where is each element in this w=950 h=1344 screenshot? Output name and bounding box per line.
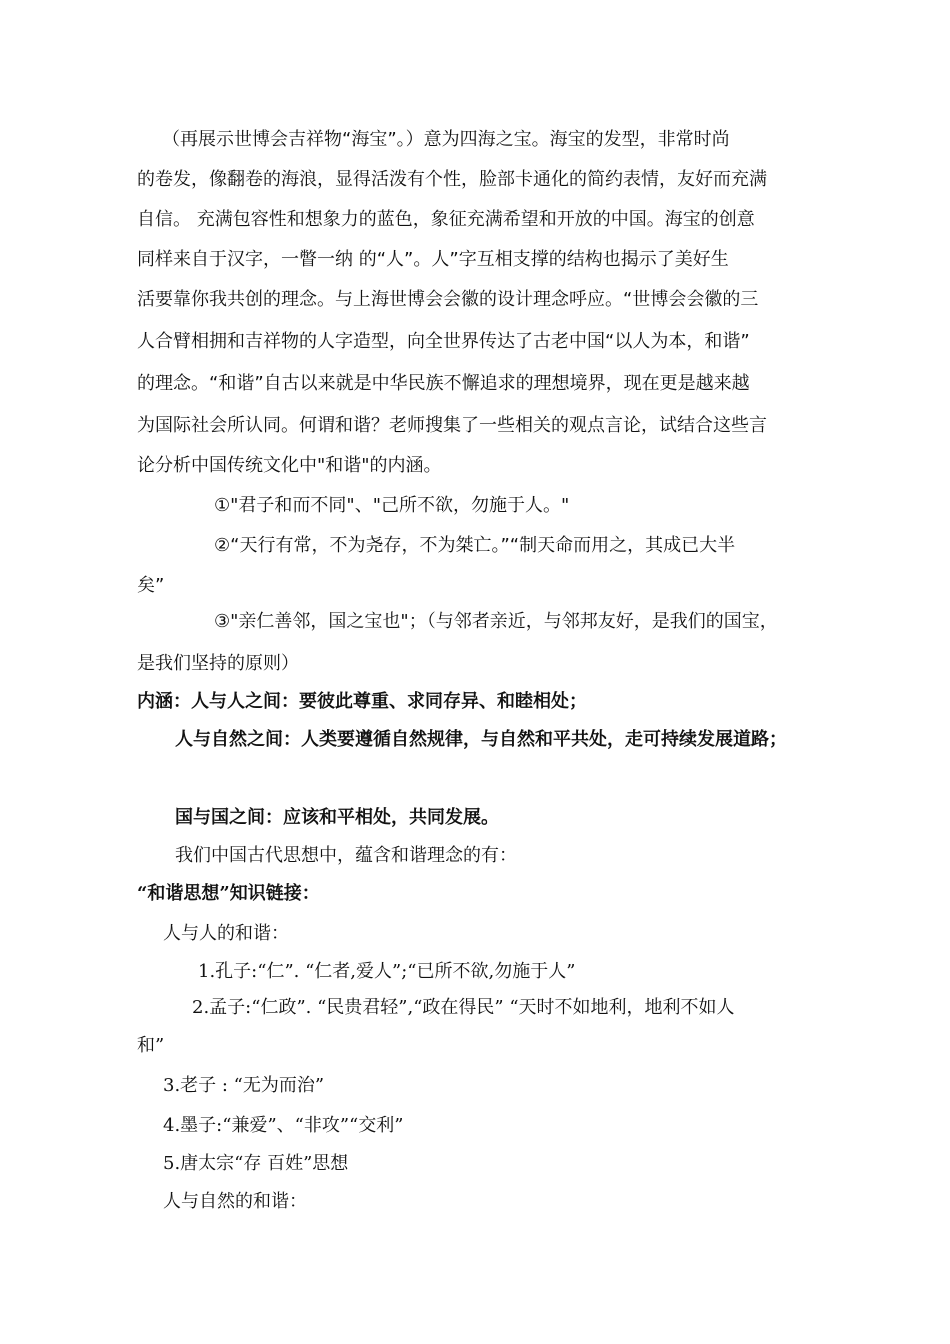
mascot-paragraph-line-5: 活要靠你我共创的理念。与上海世博会会徽的设计理念呼应。“世博会会徽的三 (137, 289, 759, 310)
mencius-item-line-1: 2.孟子:“仁政”. “民贵君轻”,“政在得民” “天时不如地利，地利不如人 (192, 997, 735, 1018)
person-nature-heading: 人与自然的和谐： (163, 1191, 307, 1212)
connotation-person-person: 内涵：人与人之间：要彼此尊重、求同存异、和睦相处； (137, 691, 587, 712)
mascot-paragraph-line-1: （再展示世博会吉祥物“海宝”。）意为四海之宝。海宝的发型，非常时尚 (162, 129, 730, 150)
mascot-paragraph-line-7: 的理念。“和谐”自古以来就是中华民族不懈追求的理想境界，现在更是越来越 (137, 373, 750, 394)
quote-2-line-2: 矣” (137, 575, 165, 596)
mascot-paragraph-line-9: 论分析中国传统文化中"和谐"的内涵。 (137, 455, 442, 476)
mascot-paragraph-line-6: 人合臂相拥和吉祥物的人字造型，向全世界传达了古老中国“以人为本，和谐” (137, 331, 750, 352)
quote-3-line-1: ③"亲仁善邻，国之宝也"；（与邻者亲近，与邻邦友好，是我们的国宝， (214, 611, 778, 632)
quote-3-line-2: 是我们坚持的原则） (137, 653, 299, 674)
tang-taizong-item: 5.唐太宗“存 百姓”思想 (163, 1153, 349, 1174)
mascot-paragraph-line-3: 自信。 充满包容性和想象力的蓝色，象征充满希望和开放的中国。海宝的创意 (137, 209, 755, 230)
mozi-item: 4.墨子:“兼爱”、“非攻”“交利” (163, 1115, 404, 1136)
laozi-item: 3.老子 : “无为而治” (163, 1075, 325, 1096)
ancient-thought-intro: 我们中国古代思想中，蕴含和谐理念的有： (175, 845, 517, 866)
mencius-item-line-2: 和” (137, 1035, 165, 1056)
mascot-paragraph-line-8: 为国际社会所认同。何谓和谐？老师搜集了一些相关的观点言论，试结合这些言 (137, 415, 767, 436)
mascot-paragraph-line-2: 的卷发，像翻卷的海浪，显得活泼有个性，脸部卡通化的简约表情，友好而充满 (137, 169, 767, 190)
confucius-item: 1.孔子:“仁”. “仁者,爱人”;“已所不欲,勿施于人” (198, 961, 576, 982)
quote-2-line-1: ②“天行有常，不为尧存，不为桀亡。”“制天命而用之，其成已大半 (214, 535, 736, 556)
connotation-person-nature: 人与自然之间：人类要遵循自然规律，与自然和平共处，走可持续发展道路； (175, 729, 787, 750)
quote-1: ①"君子和而不同"、"己所不欲，勿施于人。" (214, 495, 570, 516)
connotation-country-country: 国与国之间：应该和平相处，共同发展。 (175, 807, 499, 828)
knowledge-link-title: “和谐思想”知识链接： (137, 883, 320, 904)
person-person-heading: 人与人的和谐： (163, 923, 289, 944)
mascot-paragraph-line-4: 同样来自于汉字，一瞥一纳 的“人”。人”字互相支撑的结构也揭示了美好生 (137, 249, 729, 270)
